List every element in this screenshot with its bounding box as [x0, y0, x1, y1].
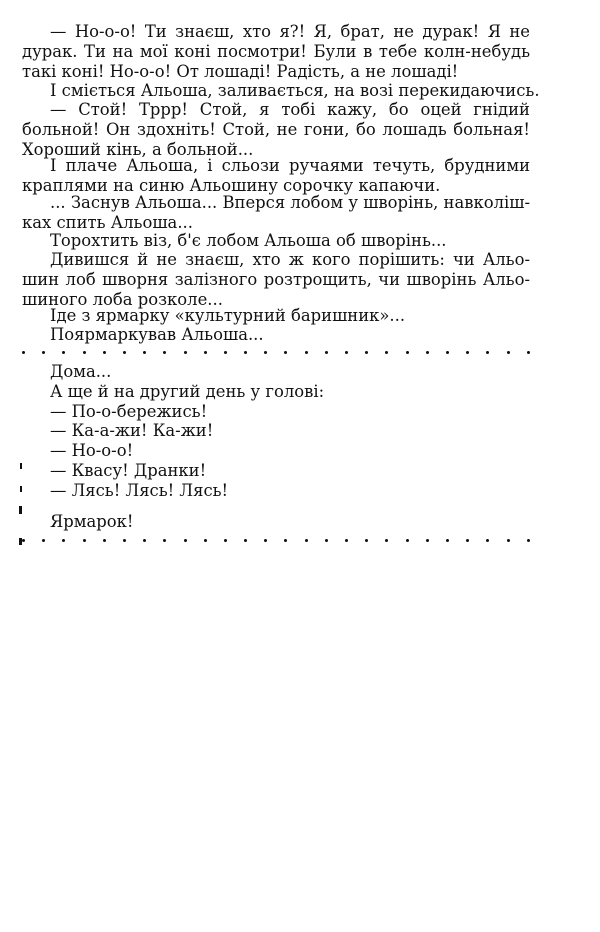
- text-line: дурак. Ти на мої коні посмотри! Були в тебе колн-небудь: [22, 41, 530, 61]
- margin-mark: [19, 506, 22, 514]
- text-line: — Но-о-о!: [50, 441, 134, 461]
- text-line: Хороший кінь, а больной...: [22, 139, 254, 159]
- paragraph: [22, 325, 530, 345]
- text-line: — Квасу! Дранки!: [50, 460, 207, 480]
- text-line: А ще й на другий день у голові:: [50, 381, 325, 401]
- paragraph: [22, 306, 530, 326]
- paragraph: [22, 250, 530, 309]
- margin-mark: [19, 538, 22, 545]
- text-line: — Ка-а-жи! Ка-жи!: [50, 421, 214, 441]
- text-line: Іде з ярмарку «культурний баришник»...: [50, 306, 406, 325]
- text-line: Торохтить віз, б'є лобом Альоша об шворінь...: [50, 231, 447, 250]
- paragraph: [22, 100, 530, 159]
- text-line: такі коні! Но-о-о! От лошаді! Радість, а не лошаді!: [22, 61, 459, 81]
- paragraph: [22, 193, 530, 233]
- text-line: — Но-о-о! Ти знаєш, хто я?! Я, брат, не дурак! Я не: [50, 22, 530, 41]
- text-line: Поярмаркував Альоша...: [50, 325, 264, 344]
- dialogue-block: [22, 362, 530, 501]
- text-line: ках спить Альоша...: [22, 212, 193, 232]
- text-line: краплями на синю Альошину сорочку капаючи.: [22, 175, 441, 195]
- text-line: Дома...: [50, 362, 112, 381]
- margin-mark: [20, 463, 22, 469]
- paragraph: [22, 81, 540, 101]
- text-line: ... Заснув Альоша... Вперся лобом у шворінь, навколіш-: [50, 193, 531, 212]
- paragraph: [22, 22, 530, 81]
- margin-mark: [20, 486, 22, 492]
- paragraph: [22, 156, 530, 196]
- text-line: шин лоб шворня залізного розтрощить, чи шворінь Альо-: [22, 269, 530, 289]
- section-divider: [22, 539, 530, 545]
- text-line: І плаче Альоша, і сльози ручаями течуть, брудними: [50, 156, 530, 175]
- section-divider: [22, 351, 530, 357]
- text-line: — Стой! Тррр! Стой, я тобі кажу, бо оцей гнідий: [50, 100, 530, 119]
- text-line: І сміється Альоша, заливається, на возі перекидаючись.: [50, 81, 540, 100]
- closing-line: [22, 512, 530, 532]
- paragraph: [22, 231, 530, 251]
- book-page: [22, 0, 540, 932]
- text-line: — По-о-бережись!: [50, 401, 208, 421]
- text-line: — Лясь! Лясь! Лясь!: [50, 480, 229, 500]
- text-line: Ярмарок!: [50, 512, 134, 531]
- text-line: Дивишся й не знаєш, хто ж кого порішить: чи Альо-: [50, 250, 530, 269]
- text-line: шиного лоба розколе...: [22, 289, 223, 309]
- text-line: больной! Он здохніть! Стой, не гони, бо лошадь больная!: [22, 119, 530, 139]
